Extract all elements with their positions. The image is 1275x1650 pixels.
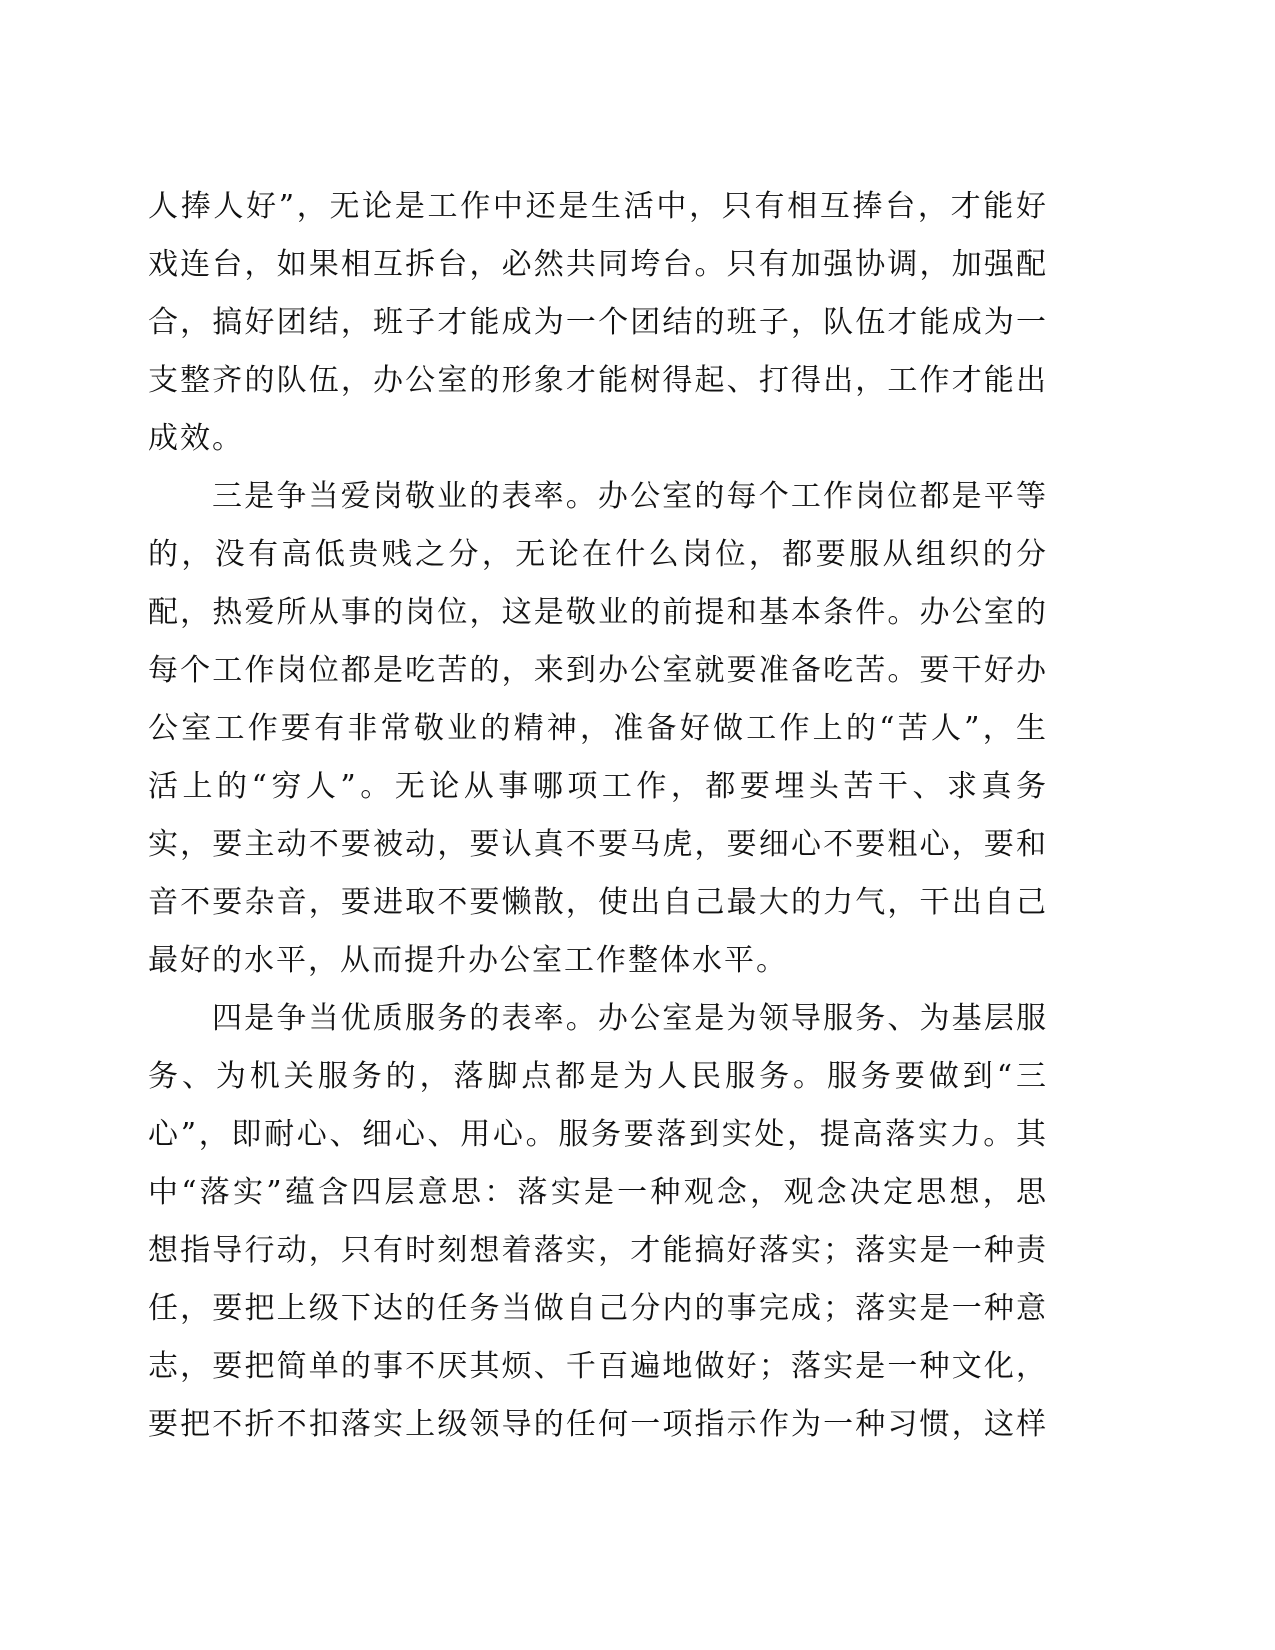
text-line: 成效。 xyxy=(148,421,244,456)
text-line: 要把不折不扣落实上级领导的任何一项指示作为一种习惯，这样 xyxy=(148,1407,1048,1442)
text-line: 合，搞好团结，班子才能成为一个团结的班子，队伍才能成为一 xyxy=(148,305,1048,340)
text-line: 心”，即耐心、细心、用心。服务要落到实处，提高落实力。其 xyxy=(148,1117,1048,1152)
text-line: 戏连台，如果相互拆台，必然共同垮台。只有加强协调，加强配 xyxy=(148,247,1048,282)
text-line: 最好的水平，从而提升办公室工作整体水平。 xyxy=(148,943,788,978)
text-line: 务、为机关服务的，落脚点都是为人民服务。服务要做到“三 xyxy=(148,1059,1048,1094)
text-line: 活上的“穷人”。无论从事哪项工作，都要埋头苦干、求真务 xyxy=(148,769,1048,804)
paragraph-start-line: 四是争当优质服务的表率。办公室是为领导服务、为基层服 xyxy=(212,1001,1048,1036)
text-line: 每个工作岗位都是吃苦的，来到办公室就要准备吃苦。要干好办 xyxy=(148,653,1048,688)
text-line: 的，没有高低贵贱之分，无论在什么岗位，都要服从组织的分 xyxy=(148,537,1048,572)
text-line: 支整齐的队伍，办公室的形象才能树得起、打得出，工作才能出 xyxy=(148,363,1048,398)
paragraph-start-line: 三是争当爱岗敬业的表率。办公室的每个工作岗位都是平等 xyxy=(212,479,1048,514)
text-line: 实，要主动不要被动，要认真不要马虎，要细心不要粗心，要和 xyxy=(148,827,1048,862)
text-line: 音不要杂音，要进取不要懒散，使出自己最大的力气，干出自己 xyxy=(148,885,1048,920)
text-line: 中“落实”蕴含四层意思：落实是一种观念，观念决定思想，思 xyxy=(148,1175,1048,1210)
text-line: 想指导行动，只有时刻想着落实，才能搞好落实；落实是一种责 xyxy=(148,1233,1048,1268)
text-line: 公室工作要有非常敬业的精神，准备好做工作上的“苦人”，生 xyxy=(148,711,1048,746)
text-line: 任，要把上级下达的任务当做自己分内的事完成；落实是一种意 xyxy=(148,1291,1048,1326)
text-line: 志，要把简单的事不厌其烦、千百遍地做好；落实是一种文化， xyxy=(148,1349,1048,1384)
text-line: 配，热爱所从事的岗位，这是敬业的前提和基本条件。办公室的 xyxy=(148,595,1048,630)
text-line: 人捧人好”，无论是工作中还是生活中，只有相互捧台，才能好 xyxy=(148,189,1048,224)
body-text xyxy=(148,178,1048,1454)
